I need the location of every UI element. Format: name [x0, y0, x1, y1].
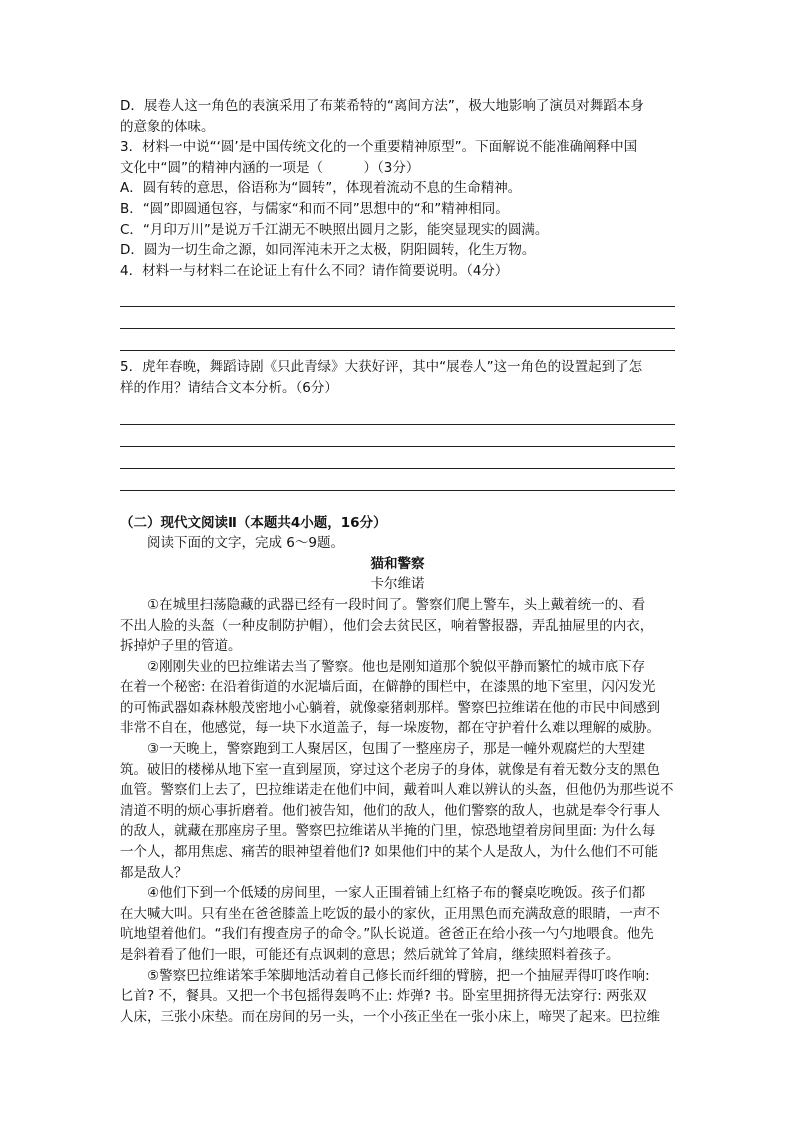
text-line: 清道不明的烦心事折磨着。他们被告知，他们的敌人，他们警察的敌人，也就是奉令行事人	[120, 802, 660, 819]
text-line: 在着一个秘密: 在沿着街道的水泥墙后面，在僻静的围栏中，在漆黑的地下室里，闪闪发光	[120, 679, 656, 696]
answer-line	[120, 307, 675, 329]
text-line: D．展卷人这一角色的表演采用了布莱希特的“离间方法”，极大地影响了演员对舞蹈本身	[120, 98, 644, 114]
text-line: ⑤警察巴拉维诺笨手笨脚地活动着自己修长而纤细的臂膀，把一个抽屉弄得叮咚作响:	[147, 967, 650, 984]
question-4	[120, 261, 675, 352]
question-stem-line: 样的作用？请结合文本分析。（6分）	[120, 379, 338, 396]
text-line: 吭地望着他们。“我们有搜查房子的命令。”队长说道。爸爸正在给小孩一勺勺地喂食。他先	[120, 926, 654, 943]
question-stem-line: 4．材料一与材料二在论证上有什么不同？请作简要说明。（4分）	[120, 262, 509, 279]
passage-paragraph-5	[120, 966, 675, 1028]
question-stem-line: 文化中“圆”的精神内涵的一项是（ ）（3分）	[120, 159, 420, 176]
answer-line	[120, 329, 675, 351]
text-line: 在大喊大叫。只有坐在爸爸膝盖上吃饭的最小的家伙，正用黑色而充满敌意的眼睛，一声不	[120, 905, 660, 922]
option-a: A．圆有转的意思，俗语称为“圆转”，体现着流动不息的生命精神。	[120, 180, 522, 197]
answer-line	[120, 403, 675, 425]
question-3	[120, 137, 675, 261]
exam-page	[120, 96, 675, 1027]
option-c: C．“月印万川”是说万千江湖无不映照出圆月之影，能突显现实的圆满。	[120, 221, 549, 238]
question-5	[120, 357, 675, 490]
answer-area-q4[interactable]	[120, 285, 675, 351]
passage-title: 猫和警察	[370, 555, 425, 572]
text-line: 的意象的体味。	[120, 118, 215, 135]
option-b: B．“圆”即圆通包容，与儒家“和而不同”思想中的“和”精神相同。	[120, 200, 509, 217]
answer-line	[120, 469, 675, 491]
section-2	[120, 513, 675, 1028]
answer-line	[120, 447, 675, 469]
text-line: ①在城里扫荡隐藏的武器已经有一段时间了。警察们爬上警车，头上戴着统一的、看	[147, 596, 646, 613]
q2-option-d	[120, 96, 675, 137]
section-heading: （二）现代文阅读Ⅱ（本题共4小题，16分）	[120, 514, 387, 531]
passage-author: 卡尔维诺	[370, 576, 425, 593]
option-d: D．圆为一切生命之源，如同浑沌未开之太极，阴阳圆转，化生万物。	[120, 242, 536, 259]
text-line: 血管。警察们上去了，巴拉维诺走在他们中间，戴着叫人难以辨认的头盔，但他仍为那些说不	[120, 782, 674, 799]
text-line: 一个人，都用焦虑、痛苦的眼神望着他们? 如果他们中的某个人是敌人，为什么他们不可能	[120, 844, 658, 861]
text-line: ②刚刚失业的巴拉维诺去当了警察。他也是刚知道那个貌似平静而繁忙的城市底下存	[147, 658, 646, 675]
question-stem-line: 3．材料一中说“‘圆’是中国传统文化的一个重要精神原型”。下面解说不能准确阐释中国	[120, 139, 638, 156]
text-line: 非常不自在，他感觉，每一块下水道盖子，每一垛废物，都在守护着什么难以理解的威胁。	[120, 720, 660, 737]
text-line: 筑。破旧的楼梯从地下室一直到屋顶，穿过这个老房子的身体，就像是有着无数分支的黑色	[120, 761, 660, 778]
answer-line	[120, 285, 675, 307]
text-line: 是斜着看了他们一眼，可能还有点讽刺的意思；然后就耸了耸肩，继续照料着孩子。	[120, 947, 620, 963]
question-stem-line: 5．虎年春晚，舞蹈诗剧《只此青绿》大获好评，其中“展卷人”这一角色的设置起到了怎	[120, 359, 643, 376]
answer-line	[120, 425, 675, 447]
section-instruction: 阅读下面的文字，完成 6～9题。	[147, 535, 344, 552]
text-line: 的敌人，就藏在那座房子里。警察巴拉维诺从半掩的门里，惊恐地望着房间里面: 为什么每	[120, 823, 656, 840]
text-line: 拆掉炉子里的管道。	[120, 638, 242, 655]
passage-paragraph-3	[120, 739, 675, 883]
text-line: ③一天晚上，警察跑到工人聚居区，包围了一整座房子，那是一幢外观腐烂的大型建	[147, 741, 646, 758]
passage-paragraph-2	[120, 657, 675, 739]
answer-area-q5[interactable]	[120, 403, 675, 491]
text-line: 人床，三张小床垫。而在房间的另一头，一个小孩正坐在一张小床上，啼哭了起来。巴拉维	[120, 1008, 660, 1025]
text-line: 匕首? 不，餐具。又把一个书包摇得轰鸣不止: 炸弹? 书。卧室里拥挤得无法穿行: 两张双	[120, 988, 647, 1005]
passage-paragraph-4	[120, 883, 675, 965]
text-line: 不出人脸的头盔（一种皮制防护帽），他们会去贫民区，响着警报器，弄乱抽屉里的内衣，	[120, 617, 654, 634]
text-line: 的可怖武器如森林般茂密地小心躺着，就像豪猪刺那样。警察巴拉维诺在他的市民中间感到	[120, 699, 660, 716]
text-line: ④他们下到一个低矮的房间里，一家人正围着铺上红格子布的餐桌吃晚饭。孩子们都	[147, 885, 646, 902]
passage-paragraph-1	[120, 595, 675, 657]
text-line: 都是敌人？	[120, 864, 188, 881]
